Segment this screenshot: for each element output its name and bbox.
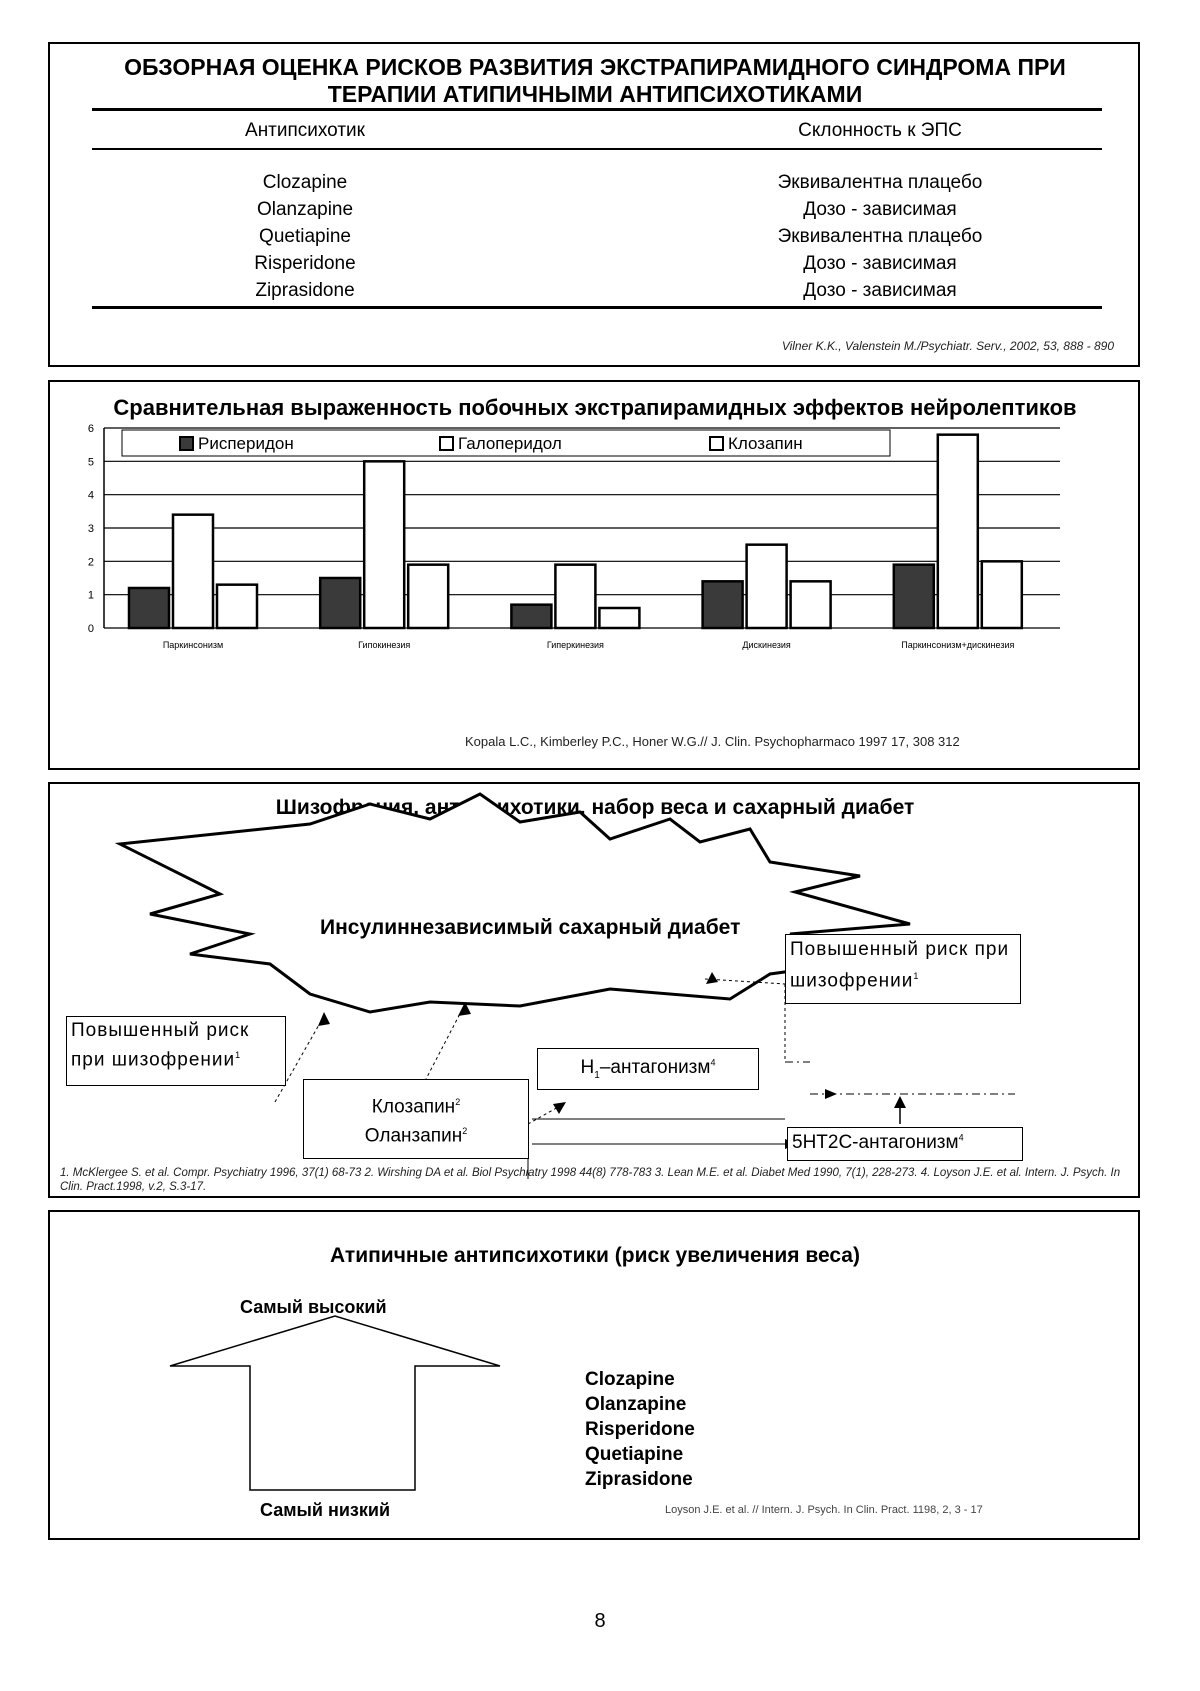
x-tick-label: Дискинезия bbox=[742, 640, 791, 650]
list-item: Quetiapine bbox=[585, 1444, 684, 1465]
table-cell-drug: Olanzapine bbox=[256, 199, 354, 220]
bar bbox=[982, 561, 1022, 628]
table-cell-risk: Дозо - зависимая bbox=[803, 280, 957, 301]
diabetes-label: Инсулиннезависимый сахарный диабет bbox=[320, 916, 741, 939]
footnote-ref: 2 bbox=[455, 1097, 461, 1107]
x-tick-label: Гиперкинезия bbox=[546, 640, 604, 650]
table-cell-risk: Эквивалентна плацебо bbox=[777, 226, 983, 247]
schizophrenia-risk-box-left bbox=[66, 1016, 286, 1086]
risk-text: Повышенный риск при шизофрении bbox=[71, 1020, 250, 1071]
bar bbox=[173, 515, 213, 628]
drug-ranking-list bbox=[585, 1367, 695, 1492]
eps-risk-panel bbox=[48, 42, 1140, 367]
y-tick-label: 6 bbox=[87, 423, 94, 435]
legend-label: Рисперидон bbox=[198, 434, 294, 453]
bottom-rule bbox=[92, 306, 1102, 309]
legend-label: Клозапин bbox=[728, 434, 803, 453]
diagram-title: Шизофрения, антипсихотики, набор веса и сахарный диабет bbox=[275, 796, 915, 819]
legend-label: Галоперидол bbox=[458, 434, 562, 453]
bar bbox=[511, 605, 551, 628]
table-cell-risk: Дозо - зависимая bbox=[803, 253, 957, 274]
table-cell-drug: Risperidone bbox=[254, 253, 356, 274]
y-tick-label: 2 bbox=[87, 556, 94, 569]
col-header-eps: Склонность к ЭПС bbox=[798, 120, 962, 141]
table-cell-risk: Дозо - зависимая bbox=[803, 199, 957, 220]
footnote-ref: 4 bbox=[710, 1057, 716, 1068]
diabetes-diagram-panel bbox=[48, 782, 1140, 1198]
h1-subscript: 1 bbox=[594, 1069, 600, 1081]
list-item: Olanzapine bbox=[585, 1394, 687, 1415]
footnote-ref: 4 bbox=[958, 1132, 964, 1143]
bar bbox=[364, 461, 404, 628]
weight-gain-title: Атипичные антипсихотики (риск увеличения веса) bbox=[330, 1244, 860, 1267]
list-item: Risperidone bbox=[585, 1419, 695, 1440]
title-rule bbox=[92, 108, 1102, 111]
footnote-ref: 2 bbox=[462, 1126, 468, 1137]
y-tick-label: 0 bbox=[87, 623, 94, 635]
citation: Loyson J.E. et al. // Intern. J. Psych. In Clin. Pract. 1198, 2, 3 - 17 bbox=[665, 1504, 983, 1516]
5ht2c-text: 5HT2C-антагонизм bbox=[792, 1132, 959, 1153]
5ht2c-antagonism-box bbox=[787, 1127, 1023, 1161]
bar bbox=[320, 578, 360, 628]
table-cell-drug: Quetiapine bbox=[259, 226, 351, 247]
table-cell-drug: Ziprasidone bbox=[255, 280, 355, 301]
highest-label: Самый высокий bbox=[240, 1297, 387, 1317]
x-tick-label: Паркинсонизм bbox=[162, 640, 224, 650]
eps-risk-title: ОБЗОРНАЯ ОЦЕНКА РИСКОВ РАЗВИТИЯ ЭКСТРАПИРАМИДНОГО СИНДРОМА ПРИ ТЕРАПИИ АТИПИЧНЫМИ АНТИПСИХОТИКАМИ bbox=[124, 54, 1066, 107]
bar bbox=[791, 581, 831, 628]
bar bbox=[703, 581, 743, 628]
y-tick-label: 4 bbox=[87, 489, 94, 502]
h1-text: –антагонизм bbox=[599, 1057, 711, 1078]
bar bbox=[555, 565, 595, 628]
legend-swatch bbox=[440, 437, 453, 450]
citation: Kopala L.C., Kimberley P.C., Honer W.G.// J. Clin. Psychopharmaco 1997 17, 308 312 bbox=[465, 734, 960, 749]
y-tick-label: 1 bbox=[87, 589, 94, 602]
h1-antagonism-box bbox=[537, 1048, 759, 1090]
bar bbox=[599, 608, 639, 628]
risk-column bbox=[690, 169, 1070, 304]
bar bbox=[129, 588, 169, 628]
legend-swatch bbox=[180, 437, 193, 450]
bar-chart bbox=[50, 382, 1138, 768]
col-header-antipsychotic: Антипсихотик bbox=[245, 120, 365, 141]
bar bbox=[217, 585, 257, 628]
list-item: Ziprasidone bbox=[585, 1469, 693, 1490]
up-arrow-icon bbox=[170, 1316, 500, 1490]
page-number: 8 bbox=[594, 1610, 606, 1632]
x-tick-label: Паркинсонизм+дискинезия bbox=[901, 640, 1015, 650]
list-item: Clozapine bbox=[585, 1369, 675, 1390]
table-cell-drug: Clozapine bbox=[262, 172, 348, 193]
references: 1. McKlergee S. et al. Compr. Psychiatry 1996, 37(1) 68-73 2. Wirshing DA et al. Biol Psychiatry 1998 44(8) 778-783 3. Lean M.E. et al. Diabet Med 1990, 7(1), 228-273. 4. Loyson J.E. et al. Intern. J. Psych. In Clin. Pract.1998, v.2, S.3-17. bbox=[60, 1167, 1121, 1193]
weight-gain-panel bbox=[48, 1210, 1140, 1540]
bar bbox=[747, 545, 787, 628]
lowest-label: Самый низкий bbox=[260, 1500, 391, 1520]
drug-clozapine: Клозапин bbox=[371, 1096, 456, 1118]
y-tick-label: 3 bbox=[87, 523, 94, 535]
footnote-ref: 1 bbox=[235, 1050, 242, 1060]
header-rule bbox=[92, 148, 1102, 150]
y-tick-label: 5 bbox=[87, 456, 94, 469]
bar bbox=[938, 435, 978, 628]
drug-olanzapine: Оланзапин bbox=[364, 1125, 463, 1147]
footnote-ref: 1 bbox=[913, 971, 920, 981]
drug-column bbox=[145, 169, 465, 304]
legend-swatch bbox=[710, 437, 723, 450]
citation: Vilner K.K., Valenstein M./Psychiatr. Serv., 2002, 53, 888 - 890 bbox=[781, 339, 1114, 353]
schizophrenia-risk-box-right bbox=[785, 934, 1021, 1004]
drug-box bbox=[303, 1079, 529, 1159]
chart-title: Сравнительная выраженность побочных экстрапирамидных эффектов нейролептиков bbox=[113, 395, 1077, 420]
bar bbox=[894, 565, 934, 628]
x-tick-label: Гипокинезия bbox=[358, 640, 411, 650]
eps-chart-panel bbox=[48, 380, 1140, 770]
bar bbox=[408, 565, 448, 628]
risk-text: Повышенный риск при шизофрении bbox=[790, 939, 1010, 992]
table-cell-risk: Эквивалентна плацебо bbox=[777, 172, 983, 193]
h1-letter: H bbox=[580, 1057, 595, 1078]
